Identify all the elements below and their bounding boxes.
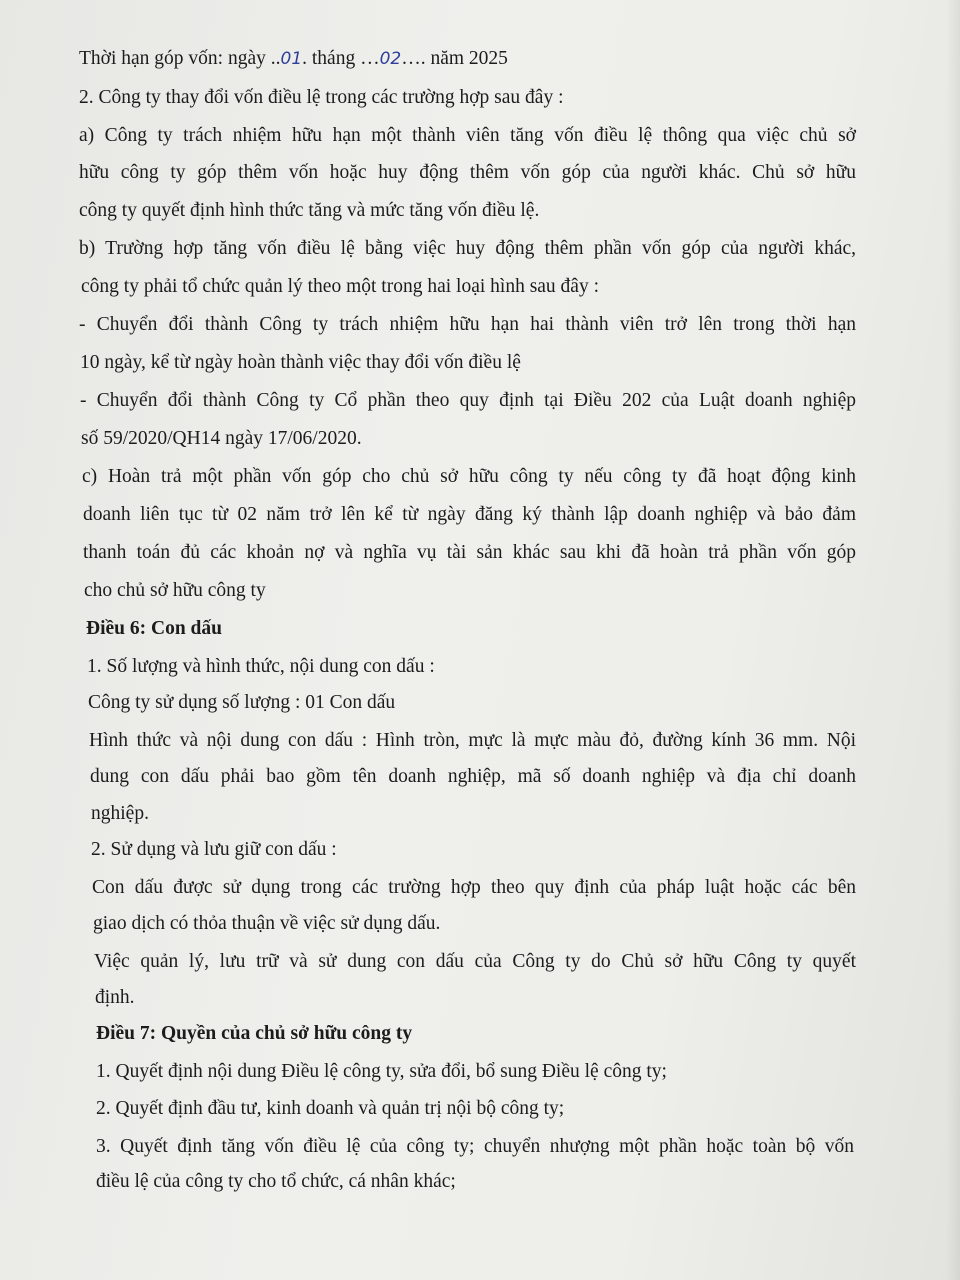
paragraph-line: nghiệp. (91, 803, 149, 824)
paragraph-line: số 59/2020/QH14 ngày 17/06/2020. (81, 428, 362, 449)
page-edge-shadow (946, 0, 960, 1280)
article-6-heading: Điều 6: Con dấu (86, 618, 222, 639)
paragraph-line: công ty quyết định hình thức tăng và mức tăng vốn điều lệ. (79, 200, 540, 221)
paragraph-line: cho chủ sở hữu công ty (84, 580, 266, 601)
handwritten-month: 02 (379, 49, 402, 69)
paragraph-line: Hình thức và nội dung con dấu : Hình tròn, mực là mực màu đỏ, đường kính 36 mm. Nội (89, 730, 856, 751)
paragraph-line: a) Công ty trách nhiệm hữu hạn một thành viên tăng vốn điều lệ thông qua việc chủ sở (79, 125, 856, 146)
paragraph-line: dung con dấu phải bao gồm tên doanh nghiệp, mã số doanh nghiệp và địa chỉ doanh (90, 766, 856, 787)
paragraph-line: Việc quản lý, lưu trữ và sử dung con dấu của Công ty do Chủ sở hữu Công ty quyết (94, 951, 856, 972)
paragraph-line: 1. Số lượng và hình thức, nội dung con dấu : (87, 656, 435, 677)
list-item: 1. Quyết định nội dung Điều lệ công ty, sửa đổi, bổ sung Điều lệ công ty; (96, 1061, 667, 1082)
paragraph-line: Công ty sử dụng số lượng : 01 Con dấu (88, 692, 396, 713)
deadline-middle: . tháng … (302, 48, 380, 69)
paragraph-line: Con dấu được sử dụng trong các trường hợp theo quy định của pháp luật hoặc các bên (92, 877, 856, 898)
list-item: 3. Quyết định tăng vốn điều lệ của công ty; chuyển nhượng một phần hoặc toàn bộ vốn (96, 1136, 854, 1157)
bullet-line: - Chuyển đổi thành Công ty Cổ phần theo quy định tại Điều 202 của Luật doanh nghiệp (80, 390, 856, 411)
paragraph-line: điều lệ của công ty cho tổ chức, cá nhân khác; (96, 1171, 456, 1192)
paragraph-line: giao dịch có thỏa thuận về việc sử dụng dấu. (93, 913, 441, 934)
list-item: 2. Quyết định đầu tư, kinh doanh và quản trị nội bộ công ty; (96, 1098, 565, 1119)
article-7-heading: Điều 7: Quyền của chủ sở hữu công ty (96, 1023, 413, 1044)
paragraph-line: định. (95, 987, 135, 1008)
deadline-suffix: …. năm 2025 (401, 48, 508, 69)
handwritten-day: 01 (280, 49, 303, 69)
bullet-line: - Chuyển đổi thành Công ty trách nhiệm hữu hạn hai thành viên trở lên trong thời hạn (79, 314, 856, 335)
paragraph-line: doanh liên tục từ 02 năm trở lên kể từ ngày đăng ký thành lập doanh nghiệp và bảo đảm (83, 504, 856, 525)
capital-deadline-line (79, 47, 508, 71)
paragraph-line: công ty phải tổ chức quản lý theo một trong hai loại hình sau đây : (81, 276, 600, 297)
paragraph-line: c) Hoàn trả một phần vốn góp cho chủ sở hữu công ty nếu công ty đã hoạt động kinh (82, 466, 856, 487)
paragraph-line: 10 ngày, kể từ ngày hoàn thành việc thay đổi vốn điều lệ (80, 352, 521, 373)
section-heading: 2. Công ty thay đổi vốn điều lệ trong các trường hợp sau đây : (79, 87, 564, 108)
deadline-prefix: Thời hạn góp vốn: ngày .. (79, 48, 281, 69)
paragraph-line: hữu công ty góp thêm vốn hoặc huy động thêm vốn góp của người khác. Chủ sở hữu (79, 162, 856, 183)
paragraph-line: b) Trường hợp tăng vốn điều lệ bằng việc huy động thêm phần vốn góp của người khác, (79, 238, 856, 259)
paragraph-line: thanh toán đủ các khoản nợ và nghĩa vụ tài sản khác sau khi đã hoàn trả phần vốn góp (83, 542, 856, 563)
paragraph-line: 2. Sử dụng và lưu giữ con dấu : (91, 839, 337, 860)
